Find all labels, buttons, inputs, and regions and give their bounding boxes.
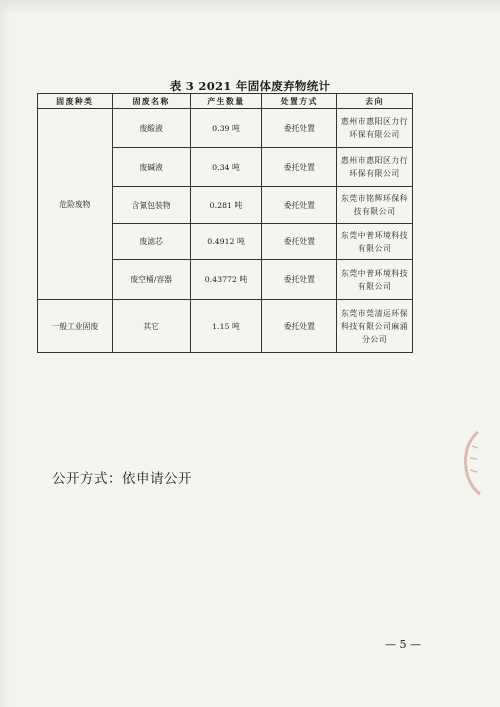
waste-name-cell: 其它 bbox=[112, 300, 190, 353]
quantity-cell: 0.39 吨 bbox=[190, 109, 262, 148]
method-cell: 委托处置 bbox=[262, 187, 337, 224]
header-destination: 去向 bbox=[337, 94, 413, 109]
quantity-cell: 0.34 吨 bbox=[190, 148, 262, 187]
table-row bbox=[38, 109, 413, 148]
method-cell: 委托处置 bbox=[262, 109, 337, 148]
destination-cell: 惠州市惠阳区力行环保有限公司 bbox=[337, 109, 413, 148]
destination-cell: 东莞中普环境科技有限公司 bbox=[337, 224, 413, 260]
quantity-cell: 0.281 吨 bbox=[190, 187, 262, 224]
destination-cell: 惠州市惠阳区力行环保有限公司 bbox=[337, 148, 413, 187]
solid-waste-table bbox=[37, 93, 413, 353]
destination-cell: 东莞市莞清运环保科技有限公司麻涌分公司 bbox=[337, 300, 413, 353]
header-name: 固废名称 bbox=[112, 94, 190, 109]
page-edge-shadow-top bbox=[0, 0, 500, 14]
seal-stamp-fragment bbox=[458, 428, 484, 498]
quantity-cell: 0.43772 吨 bbox=[190, 260, 262, 300]
method-cell: 委托处置 bbox=[262, 300, 337, 353]
waste-name-cell: 废空桶/容器 bbox=[112, 260, 190, 300]
category-cell-general: 一般工业固废 bbox=[38, 300, 113, 353]
waste-name-cell: 含氰包装物 bbox=[112, 187, 190, 224]
method-cell: 委托处置 bbox=[262, 148, 337, 187]
page-edge-shadow-left bbox=[0, 0, 10, 707]
disclosure-method: 公开方式：依申请公开 bbox=[52, 471, 192, 487]
header-category: 固废种类 bbox=[38, 94, 113, 109]
waste-name-cell: 废滤芯 bbox=[112, 224, 190, 260]
table-caption: 表 3 2021 年固体废弃物统计 bbox=[169, 79, 331, 93]
page-number: — 5 — bbox=[385, 638, 421, 651]
waste-name-cell: 废碱液 bbox=[112, 148, 190, 187]
destination-cell: 东莞市铭辉环保科技有限公司 bbox=[337, 187, 413, 224]
header-method: 处置方式 bbox=[262, 94, 337, 109]
quantity-cell: 1.15 吨 bbox=[190, 300, 262, 353]
method-cell: 委托处置 bbox=[262, 260, 337, 300]
table-header-row bbox=[38, 94, 413, 109]
header-quantity: 产生数量 bbox=[190, 94, 262, 109]
waste-name-cell: 废酸液 bbox=[112, 109, 190, 148]
table-row bbox=[38, 300, 413, 353]
quantity-cell: 0.4912 吨 bbox=[190, 224, 262, 260]
method-cell: 委托处置 bbox=[262, 224, 337, 260]
category-cell-hazardous: 危险废物 bbox=[38, 109, 113, 300]
destination-cell: 东莞中普环境科技有限公司 bbox=[337, 260, 413, 300]
